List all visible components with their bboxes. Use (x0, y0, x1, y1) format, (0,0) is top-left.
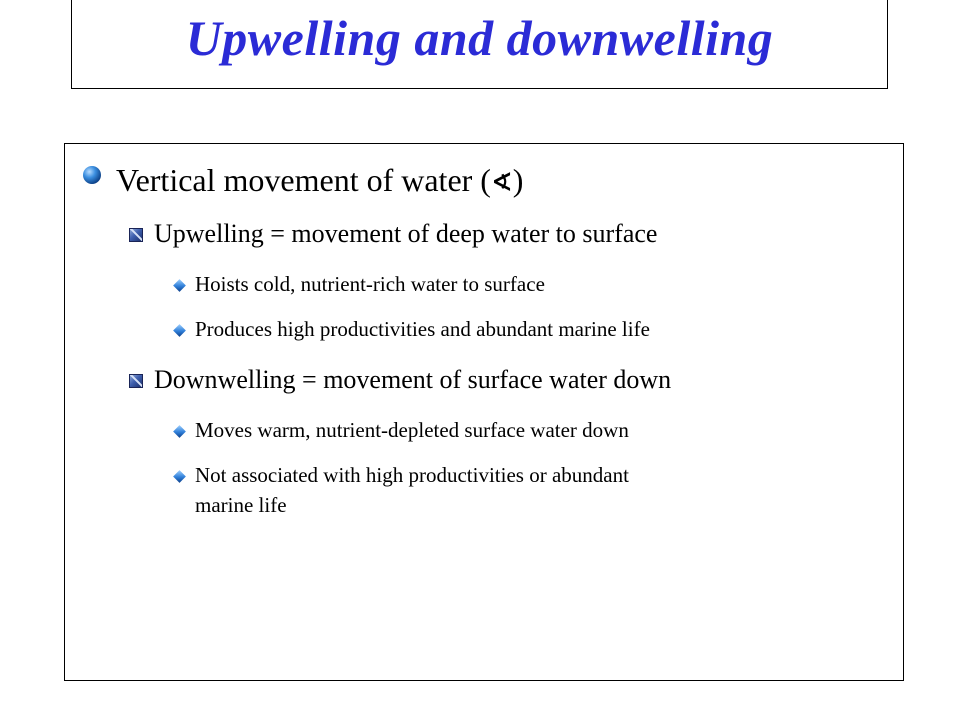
vertical-movement-text: Vertical movement of water ( (116, 162, 491, 198)
diamond-bullet-icon (173, 279, 186, 292)
bullet-upwelling-point-1: Hoists cold, nutrient-rich water to surface (195, 272, 545, 296)
bullet-downwelling-point-1: Moves warm, nutrient-depleted surface water down (195, 418, 629, 442)
square-bullet-icon (129, 228, 143, 242)
diamond-bullet-icon (173, 470, 186, 483)
vertical-movement-close: ) (512, 162, 524, 198)
bullet-downwelling: Downwelling = movement of surface water down (154, 365, 672, 394)
bullet-downwelling-point-2: Not associated with high productivities or abundant (195, 463, 629, 487)
angle-arrow-symbol: ∢ (490, 168, 513, 198)
square-bullet-icon (129, 374, 143, 388)
bullet-upwelling: Upwelling = movement of deep water to surface (154, 219, 658, 248)
bullet-vertical-movement (116, 161, 523, 202)
diamond-bullet-icon (173, 324, 186, 337)
title-box (71, 0, 888, 89)
diamond-bullet-icon (173, 425, 186, 438)
bullet-downwelling-point-2-cont: marine life (195, 493, 287, 517)
content-box (64, 143, 904, 681)
slide-title: Upwelling and downwelling (185, 10, 774, 66)
sphere-bullet-icon (83, 166, 101, 184)
bullet-upwelling-point-2: Produces high productivities and abundant marine life (195, 317, 650, 341)
